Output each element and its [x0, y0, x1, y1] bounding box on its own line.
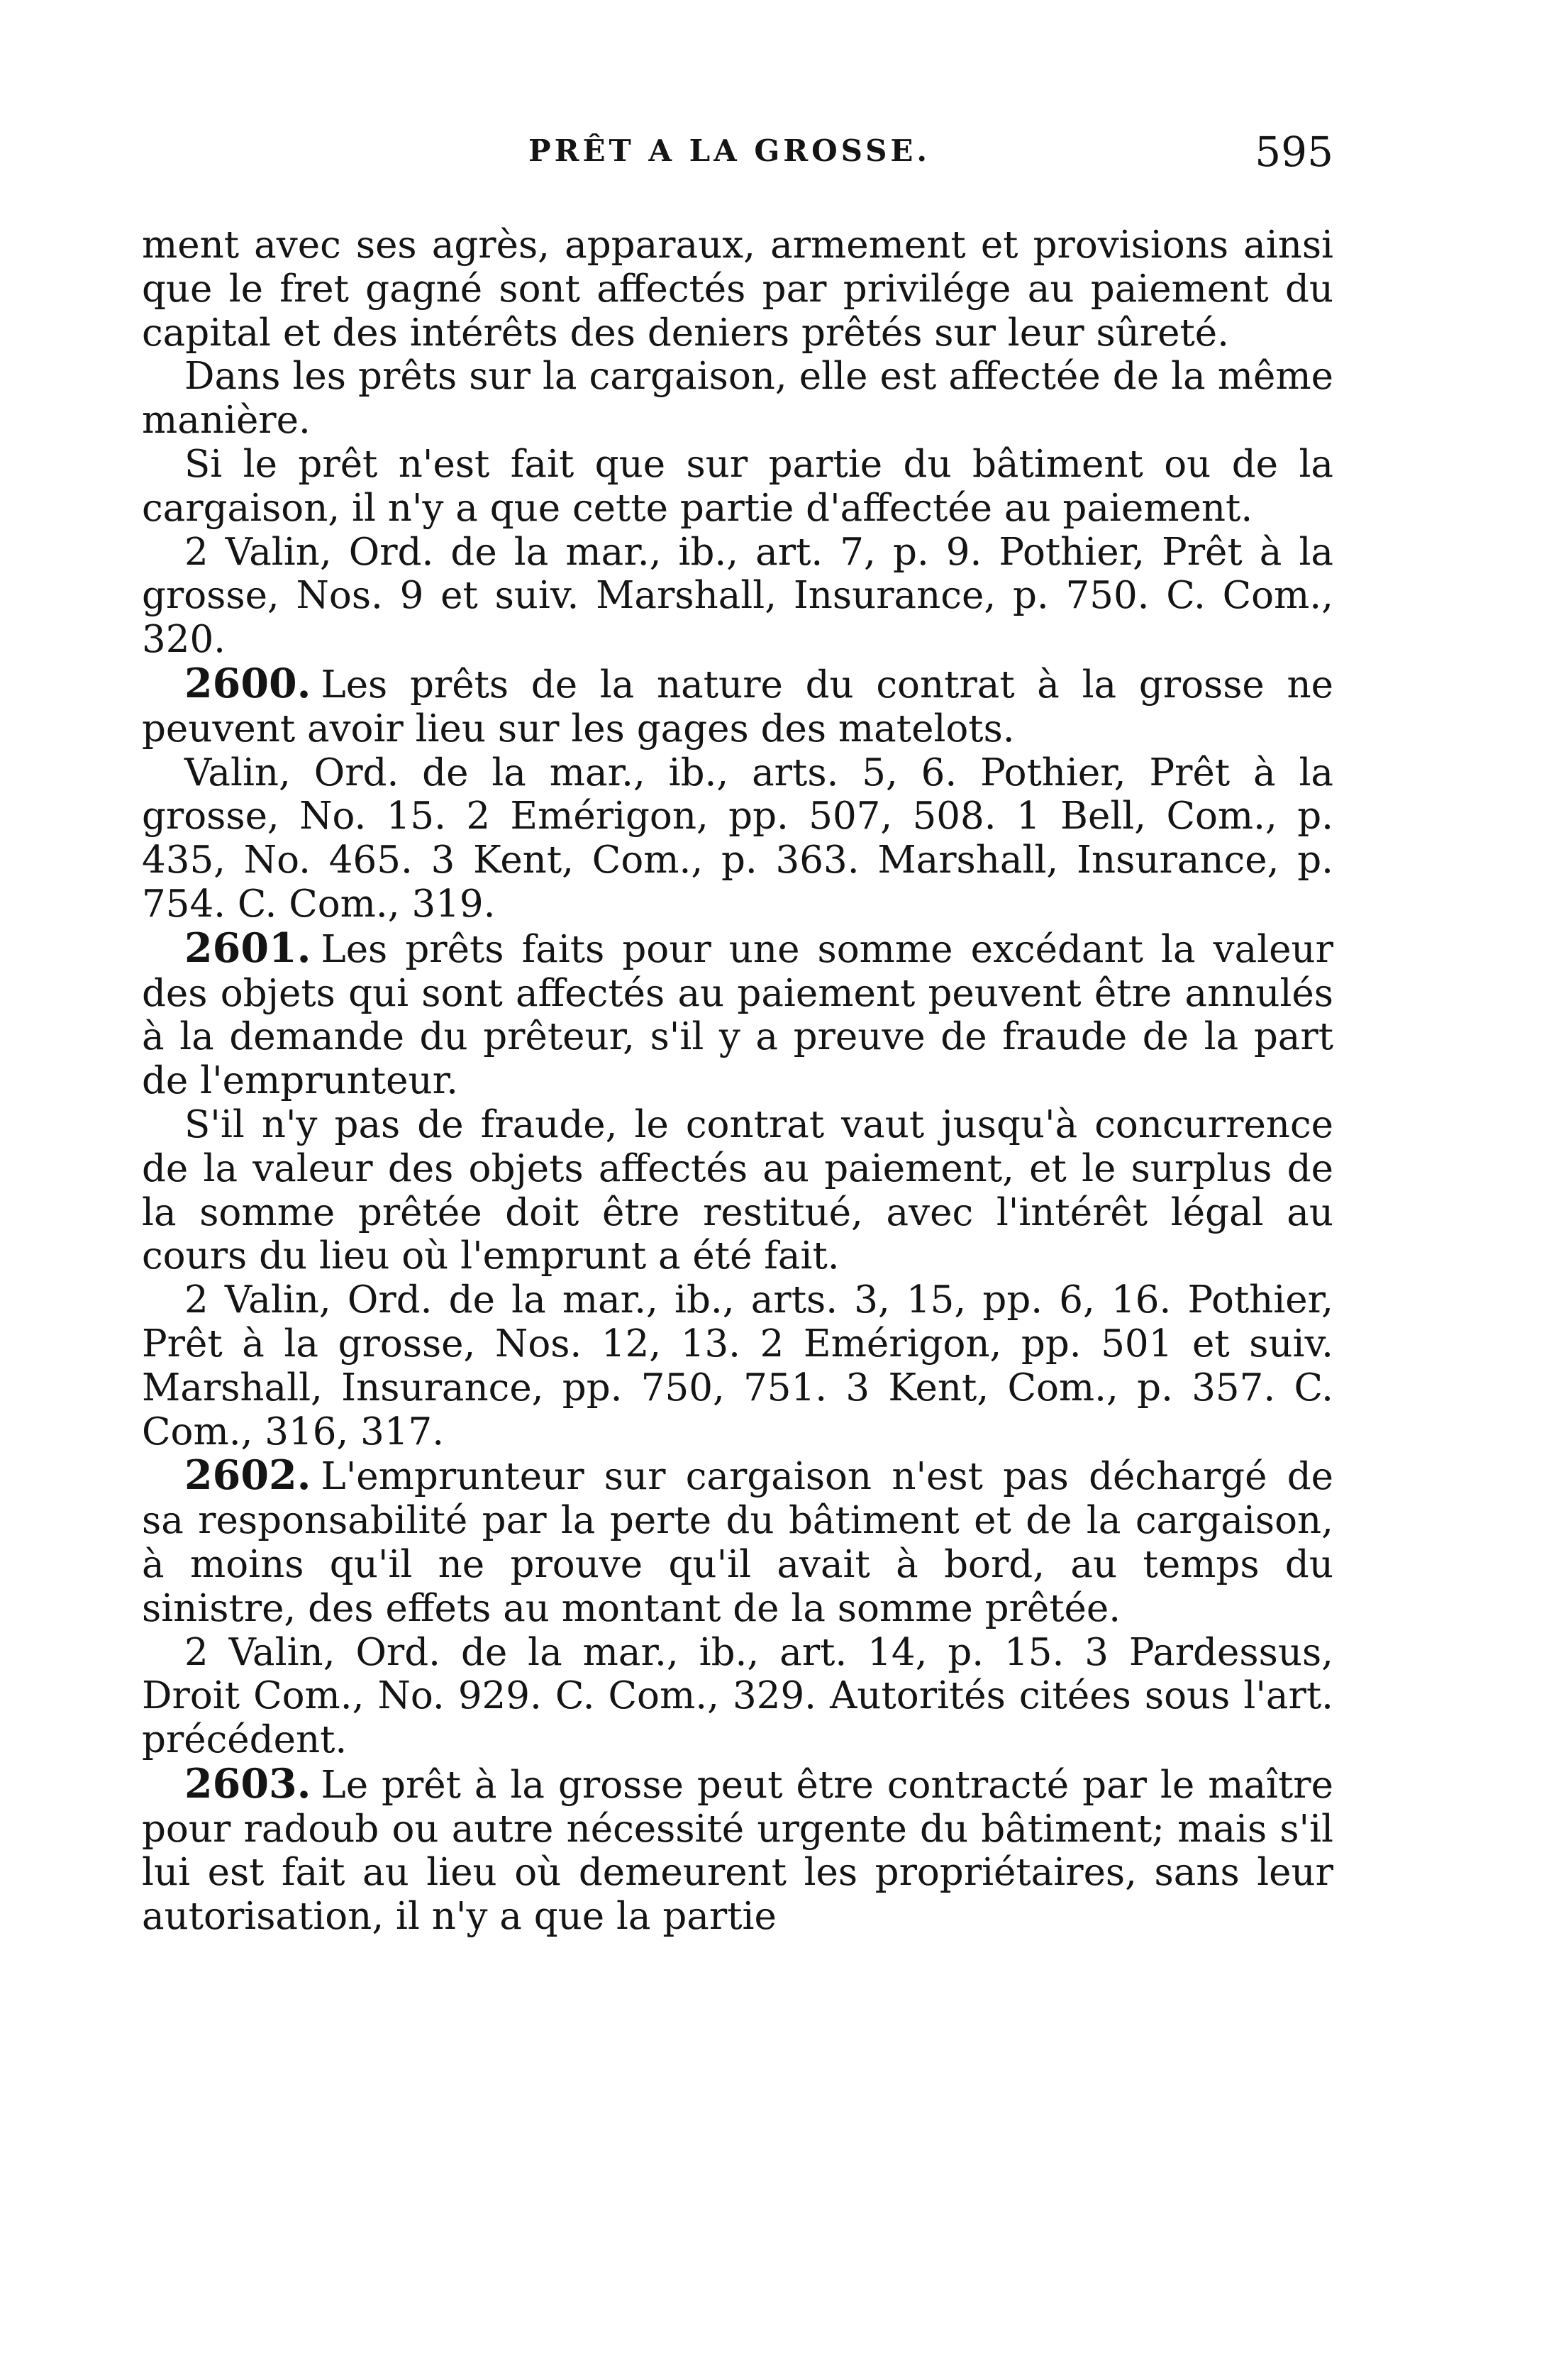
paragraph: S'il n'y pas de fraude, le contrat vaut jusqu'à concurrence de la valeur des objets affectés au paiement, et le surplus de la somme prêtée doit être restitué, avec l'intérêt légal au cours du lieu où l'emprunt a été fait.: [142, 1102, 1333, 1278]
page-number: 595: [1255, 128, 1333, 176]
article-text: Le prêt à la grosse peut être contracté par le maître pour radoub ou autre nécessité urgente du bâtiment; mais s'il lui est fait au lieu où demeurent les propriétaires, sans leur autorisation, il n'y a que la partie: [142, 1763, 1333, 1939]
paragraph: Dans les prêts sur la cargaison, elle est affectée de la même manière.: [142, 355, 1333, 443]
citation: 2 Valin, Ord. de la mar., ib., art. 14, p. 15. 3 Pardessus, Droit Com., No. 929. C. Com., 329. Autorités citées sous l'art. précédent.: [142, 1630, 1333, 1762]
article-number: 2603.: [184, 1759, 311, 1808]
citation: 2 Valin, Ord. de la mar., ib., arts. 3, 15, pp. 6, 16. Pothier, Prêt à la grosse, Nos. 12, 13. 2 Emérigon, pp. 501 et suiv. Marshall, Insurance, pp. 750, 751. 3 Kent, Com., p. 357. C. Com., 316, 317.: [142, 1278, 1333, 1454]
article-text: Les prêts faits pour une somme excédant la valeur des objets qui sont affectés au paiement peuvent être annulés à la demande du prêteur, s'il y a preuve de fraude de la part de l'emprunteur.: [142, 927, 1333, 1103]
citation: Valin, Ord. de la mar., ib., arts. 5, 6. Pothier, Prêt à la grosse, No. 15. 2 Emérigon, pp. 507, 508. 1 Bell, Com., p. 435, No. 465. 3 Kent, Com., p. 363. Marshall, Insurance, p. 754. C. Com., 319.: [142, 751, 1333, 926]
page: [142, 128, 1333, 2341]
article-text: Les prêts de la nature du contrat à la grosse ne peuvent avoir lieu sur les gages des matelots.: [142, 663, 1333, 751]
article-2601: [142, 926, 1333, 1103]
article-2600: [142, 659, 1333, 751]
article-number: 2600.: [184, 659, 311, 707]
article-number: 2601.: [184, 924, 311, 972]
running-header: [142, 128, 1333, 192]
article-text: L'emprunteur sur cargaison n'est pas déchargé de sa responsabilité par la perte du bâtiment et de la cargaison, à moins qu'il ne prouve qu'il avait à bord, au temps du sinistre, des effets au montant de la somme prêtée.: [142, 1455, 1333, 1630]
article-2602: [142, 1451, 1333, 1630]
paragraph: Si le prêt n'est fait que sur partie du bâtiment ou de la cargaison, il n'y a que cette partie d'affectée au paiement.: [142, 442, 1333, 530]
citation: 2 Valin, Ord. de la mar., ib., art. 7, p. 9. Pothier, Prêt à la grosse, Nos. 9 et suiv. Marshall, Insurance, p. 750. C. Com., 320.: [142, 530, 1333, 662]
article-2603: [142, 1759, 1333, 1939]
paragraph: ment avec ses agrès, apparaux, armement et provisions ainsi que le fret gagné sont affectés par privilége au paiement du capital et des intérêts des deniers prêtés sur leur sûreté.: [142, 223, 1333, 355]
body-text: [142, 223, 1333, 1939]
header-title: PRÊT A LA GROSSE.: [528, 133, 931, 168]
article-number: 2602.: [184, 1451, 311, 1500]
